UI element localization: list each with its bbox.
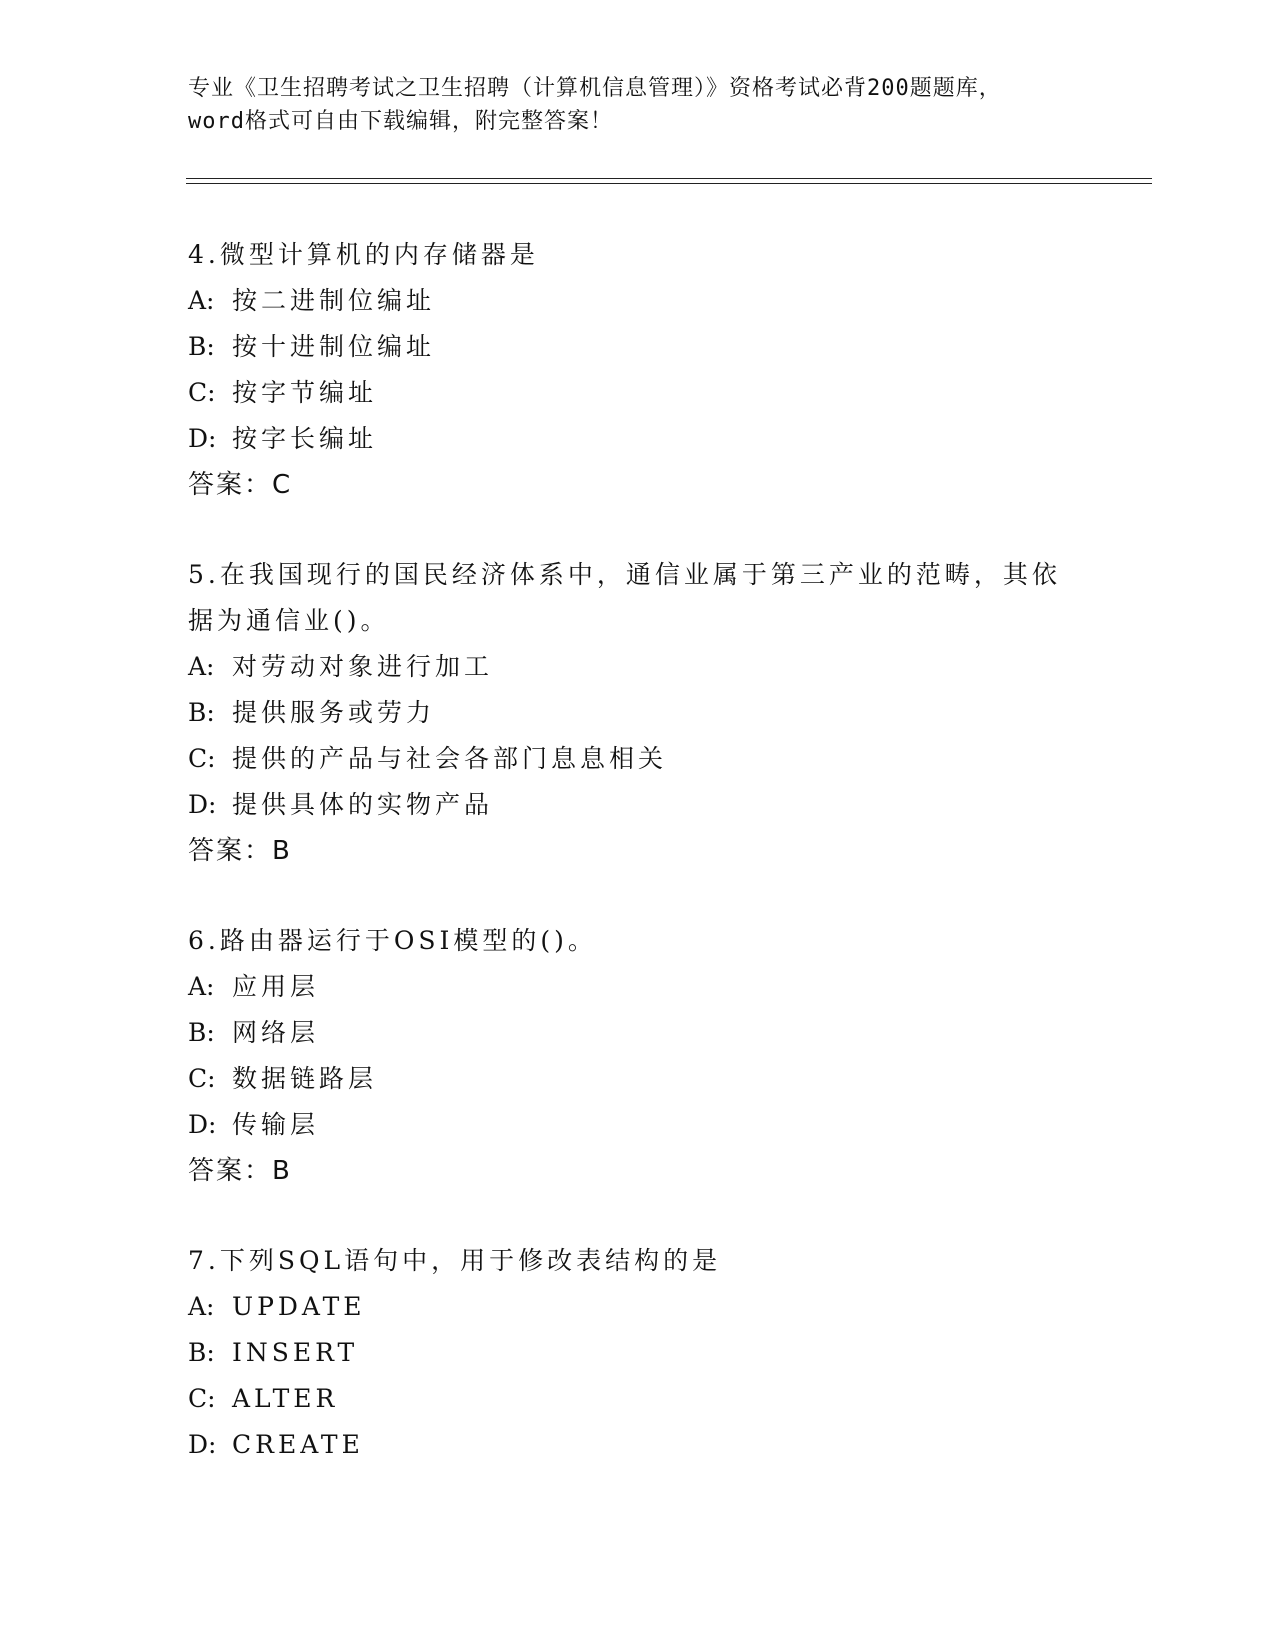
- option-letter: D:: [188, 1110, 217, 1139]
- option-d: [188, 416, 1088, 462]
- option-letter: D:: [188, 424, 217, 453]
- option-text: 对劳动对象进行加工: [232, 652, 494, 681]
- option-text: UPDATE: [232, 1292, 366, 1321]
- option-b: [188, 324, 1088, 370]
- answer-line: 答案：B: [188, 1156, 292, 1186]
- answer-line: 答案：B: [188, 836, 292, 866]
- option-text: INSERT: [232, 1338, 359, 1367]
- option-c: [188, 1056, 1088, 1102]
- option-c: [188, 736, 1088, 782]
- option-b: [188, 1010, 1088, 1056]
- option-b: [188, 1330, 1088, 1376]
- option-letter: A:: [188, 652, 215, 681]
- option-text: 数据链路层: [232, 1064, 378, 1093]
- option-b: [188, 690, 1088, 736]
- question-stem: 4.微型计算机的内存储器是: [188, 240, 539, 269]
- option-c: [188, 370, 1088, 416]
- question-block: [188, 1238, 1088, 1468]
- option-a: [188, 1284, 1088, 1330]
- answer-line: 答案：C: [188, 470, 293, 500]
- option-letter: C:: [188, 1064, 216, 1093]
- option-text: 传输层: [232, 1110, 320, 1139]
- option-letter: B:: [188, 1018, 215, 1047]
- option-letter: C:: [188, 378, 216, 407]
- question-block: [188, 552, 1088, 874]
- option-text: 按字长编址: [232, 424, 378, 453]
- option-letter: C:: [188, 1384, 216, 1413]
- option-a: [188, 964, 1088, 1010]
- option-letter: B:: [188, 332, 215, 361]
- option-text: 按字节编址: [232, 378, 378, 407]
- option-letter: A:: [188, 972, 215, 1001]
- option-text: 按二进制位编址: [232, 286, 436, 315]
- option-text: 提供具体的实物产品: [232, 790, 494, 819]
- header-line-2: word格式可自由下载编辑，附完整答案！: [188, 109, 613, 134]
- option-text: 应用层: [232, 972, 320, 1001]
- header-divider-top: [186, 178, 1152, 179]
- option-letter: B:: [188, 698, 215, 727]
- option-text: 按十进制位编址: [232, 332, 436, 361]
- question-block: [188, 232, 1088, 508]
- option-letter: B:: [188, 1338, 215, 1367]
- option-letter: A:: [188, 286, 215, 315]
- option-d: [188, 782, 1088, 828]
- option-c: [188, 1376, 1088, 1422]
- question-block: [188, 918, 1088, 1194]
- option-text: 网络层: [232, 1018, 320, 1047]
- question-list: [188, 232, 1088, 1512]
- header-line-1: 专业《卫生招聘考试之卫生招聘（计算机信息管理）》资格考试必背200题题库，: [188, 76, 1002, 101]
- option-a: [188, 644, 1088, 690]
- option-text: 提供的产品与社会各部门息息相关: [232, 744, 668, 773]
- question-stem: 7.下列SQL语句中，用于修改表结构的是: [188, 1246, 722, 1275]
- option-text: ALTER: [232, 1384, 339, 1413]
- option-d: [188, 1422, 1088, 1468]
- option-d: [188, 1102, 1088, 1148]
- question-stem: 6.路由器运行于OSI模型的()。: [188, 926, 597, 955]
- option-letter: D:: [188, 1430, 217, 1459]
- option-letter: C:: [188, 744, 216, 773]
- question-stem: 5.在我国现行的国民经济体系中，通信业属于第三产业的范畴，其依据为通信业()。: [188, 560, 1061, 635]
- option-text: 提供服务或劳力: [232, 698, 436, 727]
- header-divider-bottom: [186, 183, 1152, 184]
- option-text: CREATE: [232, 1430, 364, 1459]
- option-letter: D:: [188, 790, 217, 819]
- document-header: [188, 72, 1088, 138]
- option-letter: A:: [188, 1292, 215, 1321]
- option-a: [188, 278, 1088, 324]
